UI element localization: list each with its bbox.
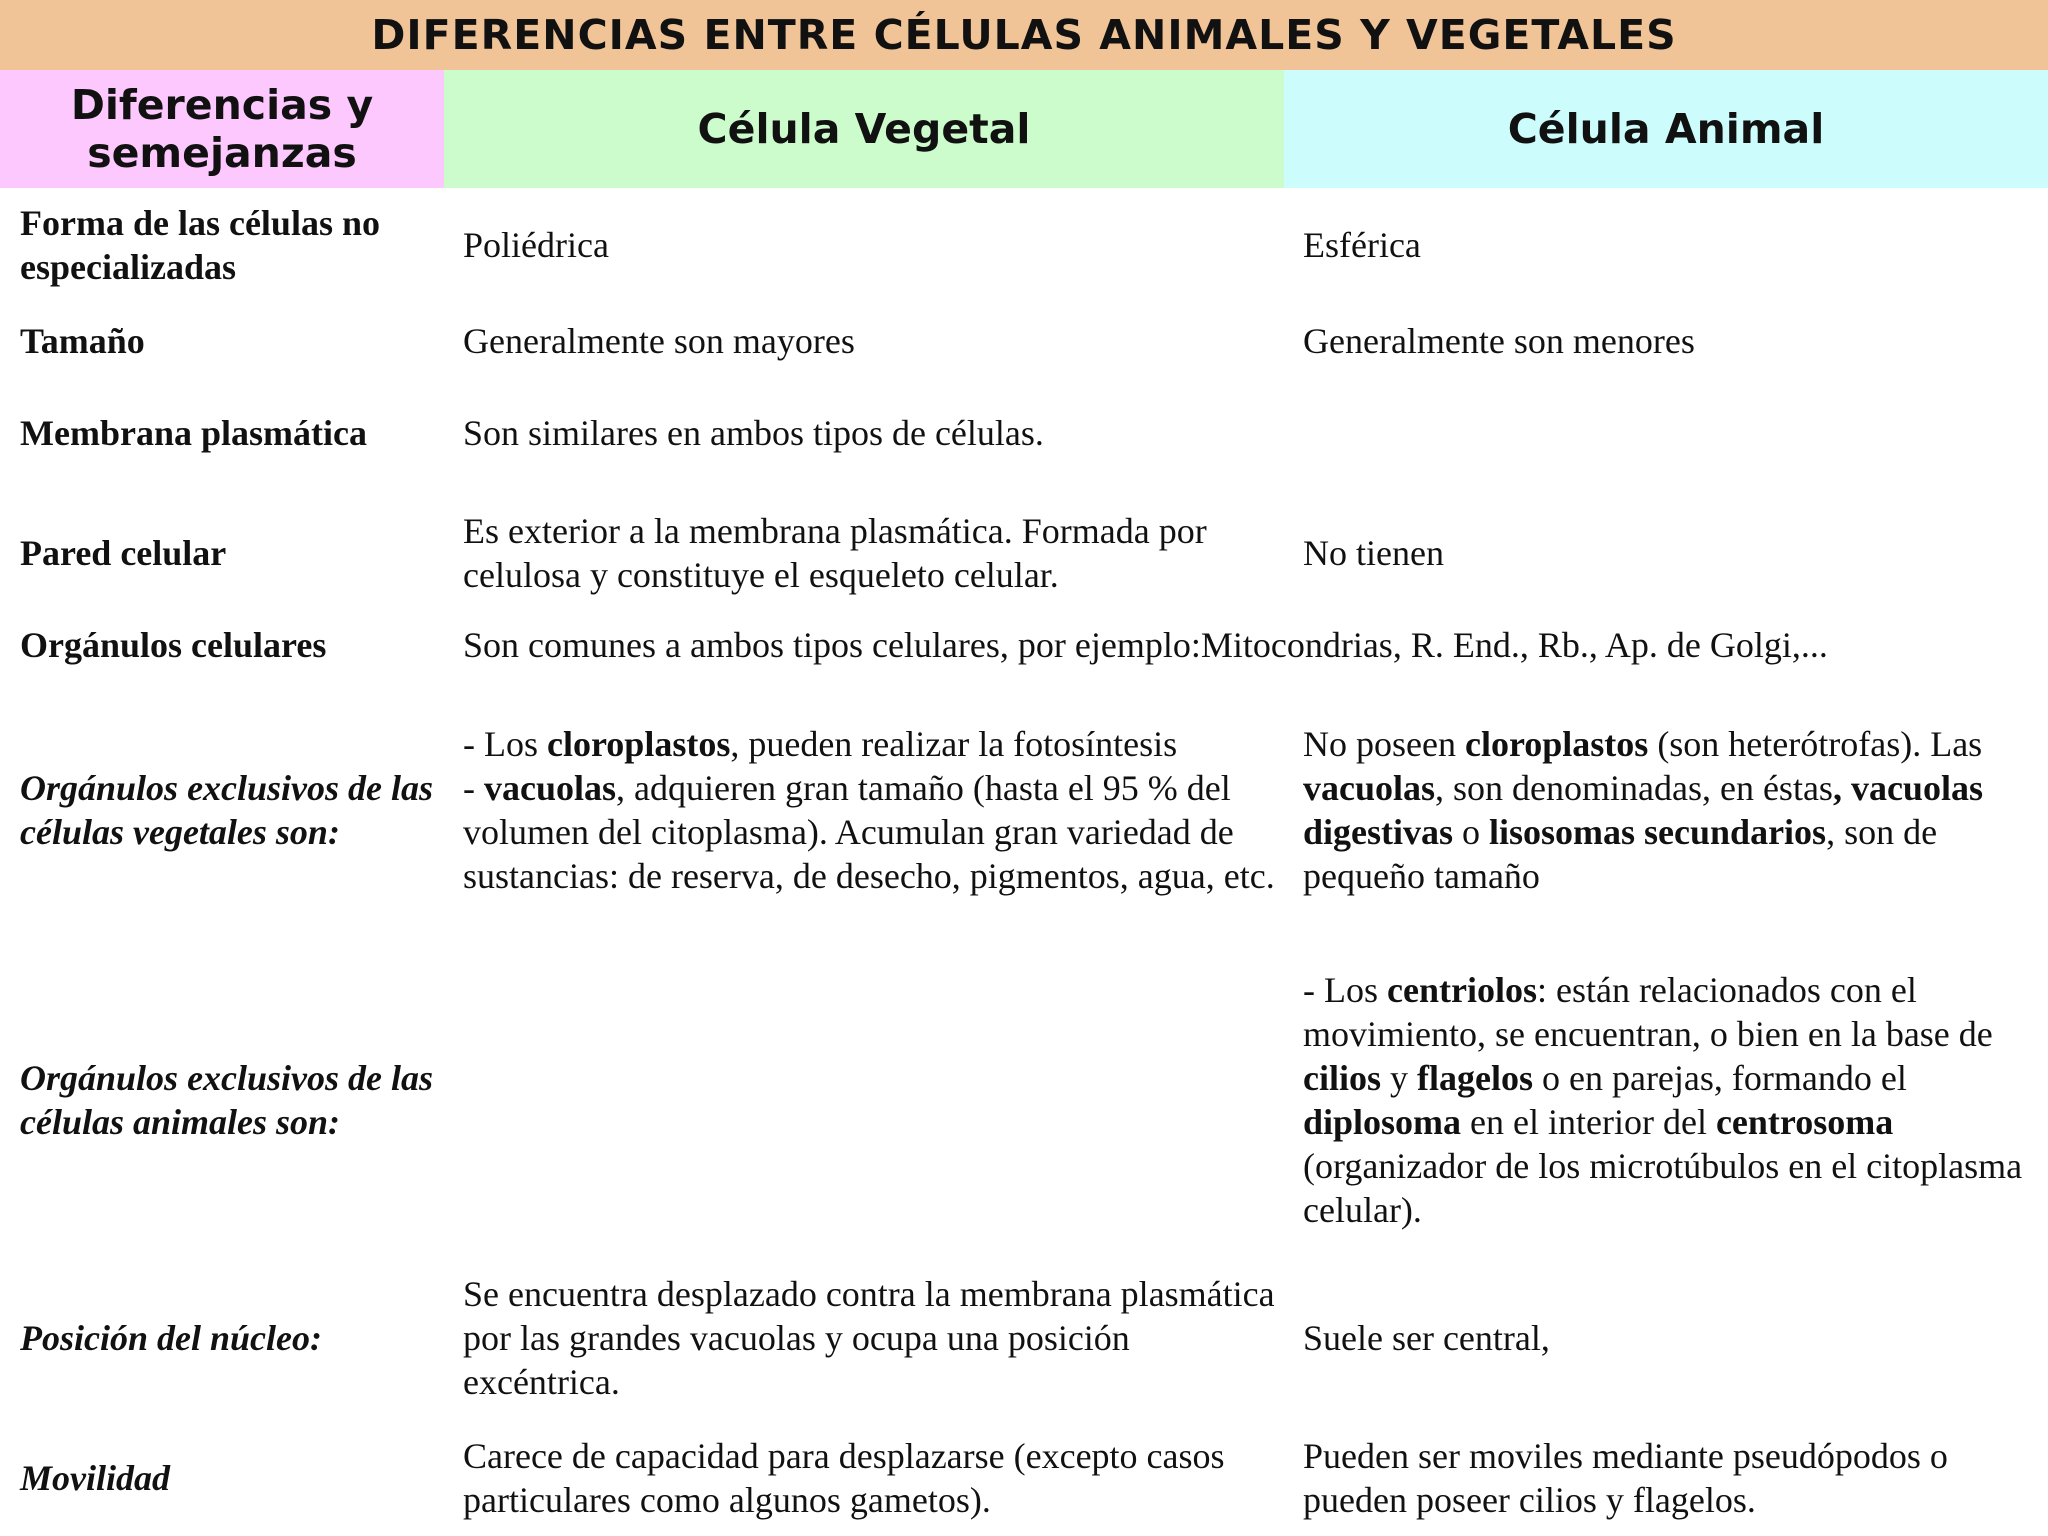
vegetal-organulos-exclusivos: - Los cloroplastos, pueden realizar la fotosíntesis - vacuolas, adquieren gran tamaño (hasta el 95 % del volumen del citoplasma). Acumulan gran variedad de sustancias: de reserva, de desecho, pigmentos, agua, etc. (463, 724, 1275, 896)
page-title: DIFERENCIAS ENTRE CÉLULAS ANIMALES Y VEGETALES (0, 0, 2048, 70)
vegetal-membrana: Son similares en ambos tipos de células. (463, 413, 1044, 453)
row-label-organulos-vegetales: Orgánulos exclusivos de las células vegetales son: (20, 768, 434, 852)
animal-centriolos: - Los centriolos: están relacionados con el movimiento, se encuentran, o bien en la base de cilios y flagelos o en parejas, formando el diplosoma en el interior del centrosoma (organizador de los microtúbulos en el citoplasma celular). (1303, 970, 2023, 1230)
row-label-membrana: Membrana plasmática (20, 413, 367, 453)
row-label-pared-celular: Pared celular (20, 533, 227, 573)
header-celula-vegetal: Célula Vegetal (444, 70, 1284, 188)
shared-organulos-celulares: Son comunes a ambos tipos celulares, por ejemplo:Mitocondrias, R. End., Rb., Ap. de Golgi,... (463, 625, 1828, 665)
row-label-organulos-animales: Orgánulos exclusivos de las células animales son: (20, 1058, 434, 1142)
row-label-organulos-celulares: Orgánulos celulares (20, 625, 327, 665)
header-diferencias: Diferencias y semejanzas (0, 70, 444, 188)
row-label-forma: Forma de las células no especializadas (20, 203, 380, 287)
vegetal-movilidad: Carece de capacidad para desplazarse (excepto casos particulares como algunos gametos). (463, 1436, 1225, 1520)
vegetal-posicion-nucleo: Se encuentra desplazado contra la membrana plasmática por las grandes vacuolas y ocupa una posición excéntrica. (463, 1274, 1275, 1402)
animal-tamano: Generalmente son menores (1303, 321, 1695, 361)
vegetal-organulos-animales (463, 960, 1283, 1240)
animal-membrana (1303, 388, 2043, 478)
animal-forma: Esférica (1303, 225, 1421, 265)
animal-pared-celular: No tienen (1303, 533, 1444, 573)
header-celula-animal: Célula Animal (1284, 70, 2048, 188)
vegetal-tamano: Generalmente son mayores (463, 321, 855, 361)
row-label-movilidad: Movilidad (20, 1458, 170, 1498)
row-label-posicion-nucleo: Posición del núcleo: (20, 1318, 322, 1358)
animal-sin-cloroplastos: No poseen cloroplastos (son heterótrofas). Las vacuolas, son denominadas, en éstas, vacuolas digestivas o lisosomas secundarios, son de pequeño tamaño (1303, 724, 1983, 896)
animal-movilidad: Pueden ser moviles mediante pseudópodos o pueden poseer cilios y flagelos. (1303, 1436, 1948, 1520)
animal-posicion-nucleo: Suele ser central, (1303, 1318, 1550, 1358)
row-label-tamano: Tamaño (20, 321, 145, 361)
vegetal-forma: Poliédrica (463, 225, 609, 265)
vegetal-pared-celular: Es exterior a la membrana plasmática. Formada por celulosa y constituye el esqueleto celular. (463, 511, 1207, 595)
